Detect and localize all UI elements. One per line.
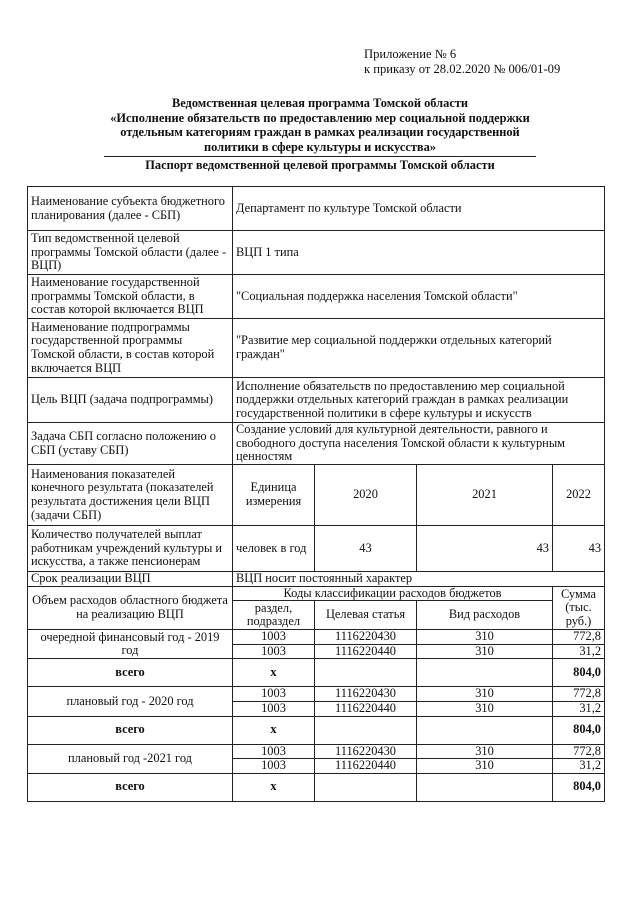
section-cell: 1003 — [233, 687, 315, 702]
appendix-note — [364, 47, 560, 77]
sbp-value: Департамент по культуре Томской области — [233, 187, 605, 231]
article-cell: 1116220440 — [315, 701, 417, 716]
year-header: 2021 — [417, 465, 553, 526]
total-label: всего — [28, 716, 233, 744]
table-row — [28, 526, 605, 572]
type-cell: 310 — [417, 701, 553, 716]
article-cell: 1116220430 — [315, 687, 417, 702]
table-row — [28, 378, 605, 423]
article-cell: 1116220430 — [315, 744, 417, 759]
sum-header: Сумма (тыс. руб.) — [553, 586, 605, 630]
section-cell: 1003 — [233, 630, 315, 645]
appendix-line: к приказу от 28.02.2020 № 006/01-09 — [364, 62, 561, 76]
table-row — [28, 773, 605, 801]
article-header: Целевая статья — [315, 601, 417, 630]
passport-table — [27, 186, 605, 802]
sum-cell: 772,8 — [553, 630, 605, 645]
table-row — [28, 744, 605, 759]
appendix-line: Приложение № 6 — [364, 47, 457, 61]
year-header: 2020 — [315, 465, 417, 526]
indicator-label: Количество получателей выплат работникам учреждений культуры и искусства, а также пенсионерам — [28, 526, 233, 572]
goal-label: Цель ВЦП (задача подпрограммы) — [28, 378, 233, 423]
total-x: x — [233, 659, 315, 687]
type-value: ВЦП 1 типа — [233, 231, 605, 275]
table-row — [28, 586, 605, 601]
sum-cell: 31,2 — [553, 644, 605, 659]
year-header: 2022 — [553, 465, 605, 526]
section-header: раздел, подраздел — [233, 601, 315, 630]
article-cell: 1116220430 — [315, 630, 417, 645]
table-row — [28, 231, 605, 275]
section-cell: 1003 — [233, 701, 315, 716]
program-title-line: политики в сфере культуры и искусства» — [203, 139, 437, 154]
task-label: Задача СБП согласно положению о СБП (уставу СБП) — [28, 423, 233, 465]
table-row — [28, 716, 605, 744]
type-cell: 310 — [417, 744, 553, 759]
indicator-value: 43 — [553, 526, 605, 572]
indicator-value: 43 — [417, 526, 553, 572]
task-value: Создание условий для культурной деятельности, равного и свободного доступа населения Томской области к культурным ценностям — [233, 423, 605, 465]
goal-value: Исполнение обязательств по предоставлению мер социальной поддержки отдельных категорий граждан в рамках реализации государственной политики в сфере культуры и искусств — [233, 378, 605, 423]
program-title-line: Ведомственная целевая программа Томской области — [171, 96, 469, 110]
unit-header: Единица измерения — [233, 465, 315, 526]
type-cell: 310 — [417, 630, 553, 645]
table-row — [28, 275, 605, 319]
period-label: плановый год - 2020 год — [28, 687, 233, 716]
sum-cell: 772,8 — [553, 687, 605, 702]
program-title-line: «Исполнение обязательств по предоставлению мер социальной поддержки — [110, 110, 530, 125]
table-row — [28, 465, 605, 526]
total-x: x — [233, 716, 315, 744]
total-x: x — [233, 773, 315, 801]
type-cell: 310 — [417, 759, 553, 774]
sbp-label: Наименование субъекта бюджетного планирования (далее - СБП) — [28, 187, 233, 231]
section-cell: 1003 — [233, 744, 315, 759]
empty-cell — [315, 659, 417, 687]
table-row — [28, 572, 605, 587]
program-title — [105, 96, 535, 154]
gp-value: "Социальная поддержка населения Томской области" — [233, 275, 605, 319]
subprogram-label: Наименование подпрограммы государственной программы Томской области, в состав которой включается ВЦП — [28, 319, 233, 378]
empty-cell — [417, 716, 553, 744]
term-value: ВЦП носит постоянный характер — [233, 572, 605, 587]
title-divider — [104, 156, 536, 157]
type-label: Тип ведомственной целевой программы Томской области (далее - ВЦП) — [28, 231, 233, 275]
empty-cell — [417, 773, 553, 801]
indicator-unit: человек в год — [233, 526, 315, 572]
type-header: Вид расходов — [417, 601, 553, 630]
indicator-value: 43 — [315, 526, 417, 572]
empty-cell — [417, 659, 553, 687]
total-sum: 804,0 — [553, 773, 605, 801]
article-cell: 1116220440 — [315, 759, 417, 774]
empty-cell — [315, 716, 417, 744]
total-label: всего — [28, 659, 233, 687]
period-label: очередной финансовый год - 2019 год — [28, 630, 233, 659]
passport-title: Паспорт ведомственной целевой программы Томской области — [145, 158, 495, 172]
table-row — [28, 187, 605, 231]
program-title-line: отдельным категориям граждан в рамках реализации государственной — [120, 125, 520, 140]
type-cell: 310 — [417, 687, 553, 702]
subprogram-value: "Развитие мер социальной поддержки отдельных категорий граждан" — [233, 319, 605, 378]
total-sum: 804,0 — [553, 659, 605, 687]
table-row — [28, 319, 605, 378]
total-label: всего — [28, 773, 233, 801]
section-cell: 1003 — [233, 644, 315, 659]
codes-header: Коды классификации расходов бюджетов — [233, 586, 553, 601]
table-row — [28, 630, 605, 645]
indicators-header-label: Наименования показателей конечного результата (показателей результата достижения цели ВЦП (задачи СБП) — [28, 465, 233, 526]
type-cell: 310 — [417, 644, 553, 659]
article-cell: 1116220440 — [315, 644, 417, 659]
table-row — [28, 423, 605, 465]
expenses-label: Объем расходов областного бюджета на реализацию ВЦП — [28, 586, 233, 630]
section-cell: 1003 — [233, 759, 315, 774]
empty-cell — [315, 773, 417, 801]
sum-cell: 772,8 — [553, 744, 605, 759]
total-sum: 804,0 — [553, 716, 605, 744]
sum-cell: 31,2 — [553, 701, 605, 716]
sum-cell: 31,2 — [553, 759, 605, 774]
term-label: Срок реализации ВЦП — [28, 572, 233, 587]
period-label: плановый год -2021 год — [28, 744, 233, 773]
table-row — [28, 659, 605, 687]
table-row — [28, 687, 605, 702]
gp-label: Наименование государственной программы Томской области, в состав которой включается ВЦП — [28, 275, 233, 319]
